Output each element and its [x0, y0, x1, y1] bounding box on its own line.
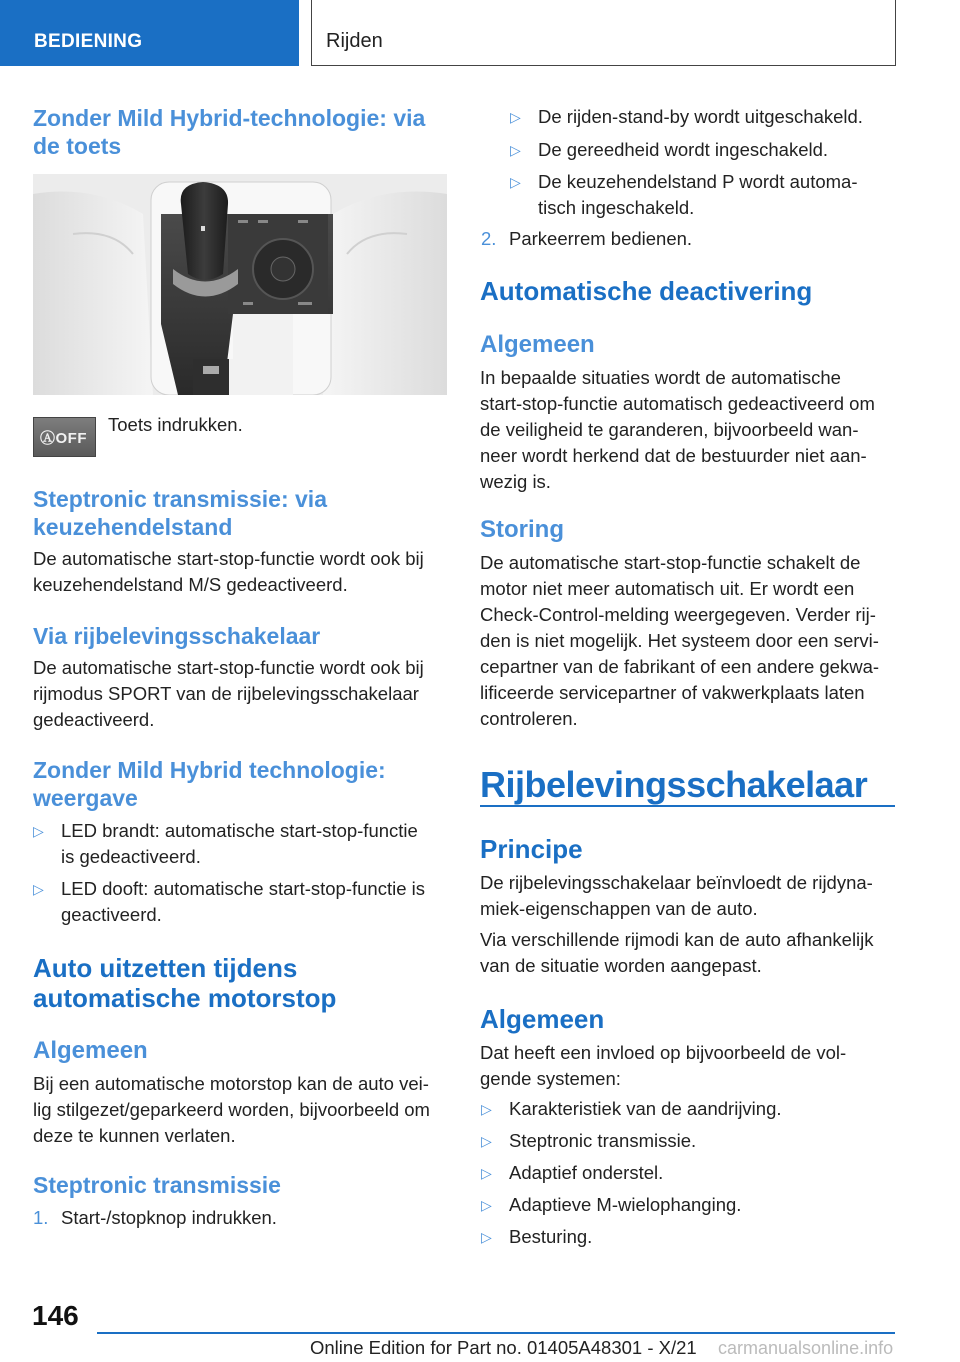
list-item	[61, 876, 425, 928]
text-line: In bepaalde situaties wordt de automatische	[480, 367, 841, 388]
triangle-bullet-icon: ▷	[33, 823, 44, 839]
heading-rijbeleving: Via rijbelevingsschakelaar	[33, 623, 321, 649]
heading-steptronic-keuze	[33, 485, 327, 541]
chapter-label: Rijden	[326, 30, 383, 52]
text-line: tisch ingeschakeld.	[538, 197, 695, 218]
icon-glyph: ⒶOFF	[40, 430, 87, 447]
triangle-bullet-icon: ▷	[481, 1197, 492, 1213]
step-number: 1.	[33, 1207, 49, 1228]
text-line: Via verschillende rijmodi kan de auto afhankelijk	[480, 929, 874, 950]
heading-line: automatische motorstop	[33, 983, 337, 1013]
triangle-bullet-icon: ▷	[481, 1133, 492, 1149]
list-item: De gereedheid wordt ingeschakeld.	[538, 139, 829, 160]
heading-algemeen: Algemeen	[33, 1037, 148, 1064]
footer-rule	[97, 1332, 895, 1334]
heading-line: Zonder Mild Hybrid-technologie: via	[33, 105, 426, 131]
text-line: De automatische start-stop-functie wordt ook bij	[33, 657, 424, 678]
heading-principe: Principe	[480, 834, 583, 864]
step-text: Parkeerrem bedienen.	[509, 228, 693, 249]
heading-algemeen-2: Algemeen	[480, 1004, 605, 1034]
triangle-bullet-icon: ▷	[481, 1101, 492, 1117]
text-line: rijmodus SPORT van de rijbelevingsschakelaar	[33, 683, 419, 704]
text-line: deze te kunnen verlaten.	[33, 1125, 236, 1146]
text-line: is gedeactiveerd.	[61, 846, 201, 867]
text-line: gende systemen:	[480, 1068, 621, 1089]
text-line: geactiveerd.	[61, 904, 162, 925]
paragraph-principe-1	[480, 870, 873, 922]
text-line: gedeactiveerd.	[33, 709, 155, 730]
section-label: BEDIENING	[34, 31, 143, 52]
heading-rijbelevingsschakelaar: Rijbelevingsschakelaar	[480, 764, 868, 805]
text-line: wezig is.	[480, 471, 551, 492]
text-line: cepartner van de fabrikant of een andere gekwa-	[480, 656, 880, 677]
watermark: carmanualsonline.info	[718, 1338, 894, 1358]
heading-steptronic: Steptronic transmissie	[33, 1172, 281, 1198]
text-line: lig stilgezet/geparkeerd worden, bijvoorbeeld om	[33, 1099, 430, 1120]
paragraph-principe-2	[480, 927, 874, 979]
chapter-tab	[311, 0, 896, 66]
list-item: De rijden-stand-by wordt uitgeschakeld.	[538, 106, 863, 127]
text-line: keuzehendelstand M/S gedeactiveerd.	[33, 574, 348, 595]
text-line: Bij een automatische motorstop kan de auto vei-	[33, 1073, 429, 1094]
triangle-bullet-icon: ▷	[33, 881, 44, 897]
text-line: lificeerde servicepartner of vakwerkplaats laten	[480, 682, 865, 703]
heading-line: de toets	[33, 133, 122, 159]
list-item: Adaptieve M-wielophanging.	[509, 1194, 742, 1215]
triangle-bullet-icon: ▷	[481, 1229, 492, 1245]
heading-storing: Storing	[480, 516, 564, 543]
text-line: motor niet meer automatisch uit. Er wordt een	[480, 578, 855, 599]
list-item: Steptronic transmissie.	[509, 1130, 697, 1151]
text-line: van de situatie worden aangepast.	[480, 955, 762, 976]
heading-auto-uitzetten	[33, 953, 336, 1013]
text-line: LED brandt: automatische start-stop-functie	[61, 820, 418, 841]
gear-selector-illustration	[33, 174, 447, 395]
list-item: Karakteristiek van de aandrijving.	[509, 1098, 782, 1119]
text-line: start-stop-functie automatisch gedeactiveerd om	[480, 393, 875, 414]
paragraph-algemeen	[480, 365, 875, 495]
text-line: LED dooft: automatische start-stop-functie is	[61, 878, 426, 899]
triangle-bullet-icon: ▷	[510, 142, 521, 158]
text-line: miek-eigenschappen van de auto.	[480, 898, 758, 919]
icon-caption: Toets indrukken.	[108, 414, 243, 435]
list-item	[61, 818, 418, 870]
list-item: Besturing.	[509, 1226, 593, 1247]
triangle-bullet-icon: ▷	[510, 174, 521, 190]
list-item	[538, 169, 858, 221]
section-rule	[480, 805, 895, 807]
paragraph-steptronic-keuze	[33, 546, 424, 598]
text-line: den is niet mogelijk. Het systeem door een servi-	[480, 630, 879, 651]
triangle-bullet-icon: ▷	[481, 1165, 492, 1181]
heading-line: weergave	[33, 785, 138, 811]
text-line: De automatische start-stop-functie wordt ook bij	[33, 548, 424, 569]
paragraph-algemeen	[33, 1071, 430, 1149]
triangle-bullet-icon: ▷	[510, 109, 521, 125]
heading-line: Zonder Mild Hybrid technologie:	[33, 757, 386, 783]
section-tab	[0, 0, 299, 66]
text-line: Dat heeft een invloed op bijvoorbeeld de vol-	[480, 1042, 847, 1063]
text-line: controleren.	[480, 708, 578, 729]
heading-mild-hybrid-toets	[33, 104, 425, 160]
list-item: Adaptief onderstel.	[509, 1162, 664, 1183]
gear-selector-photo	[33, 174, 447, 395]
heading-line: Steptronic transmissie: via	[33, 486, 327, 512]
text-line: neer wordt herkend dat de bestuurder niet aan-	[480, 445, 867, 466]
text-line: De automatische start-stop-functie schakelt de	[480, 552, 861, 573]
text-line: Check-Control-melding weergegeven. Verder rij-	[480, 604, 876, 625]
step-text: Start-/stopknop indrukken.	[61, 1207, 277, 1228]
paragraph-storing	[480, 550, 879, 732]
footer-edition: Online Edition for Part no. 01405A48301 - X/21	[310, 1337, 697, 1358]
heading-line: Auto uitzetten tijdens	[33, 953, 298, 983]
step-number: 2.	[481, 228, 497, 249]
heading-algemeen: Algemeen	[480, 331, 595, 358]
paragraph-rijbeleving	[33, 655, 424, 733]
heading-line: keuzehendelstand	[33, 514, 233, 540]
paragraph-algemeen-2	[480, 1040, 846, 1092]
heading-weergave	[33, 756, 386, 812]
auto-start-stop-off-icon	[33, 417, 96, 457]
text-line: De keuzehendelstand P wordt automa-	[538, 171, 858, 192]
page-number: 146	[32, 1300, 79, 1331]
text-line: De rijbelevingsschakelaar beïnvloedt de rijdyna-	[480, 872, 873, 893]
heading-automatische-deactivering: Automatische deactivering	[480, 276, 813, 306]
text-line: de veiligheid te garanderen, bijvoorbeeld wan-	[480, 419, 859, 440]
